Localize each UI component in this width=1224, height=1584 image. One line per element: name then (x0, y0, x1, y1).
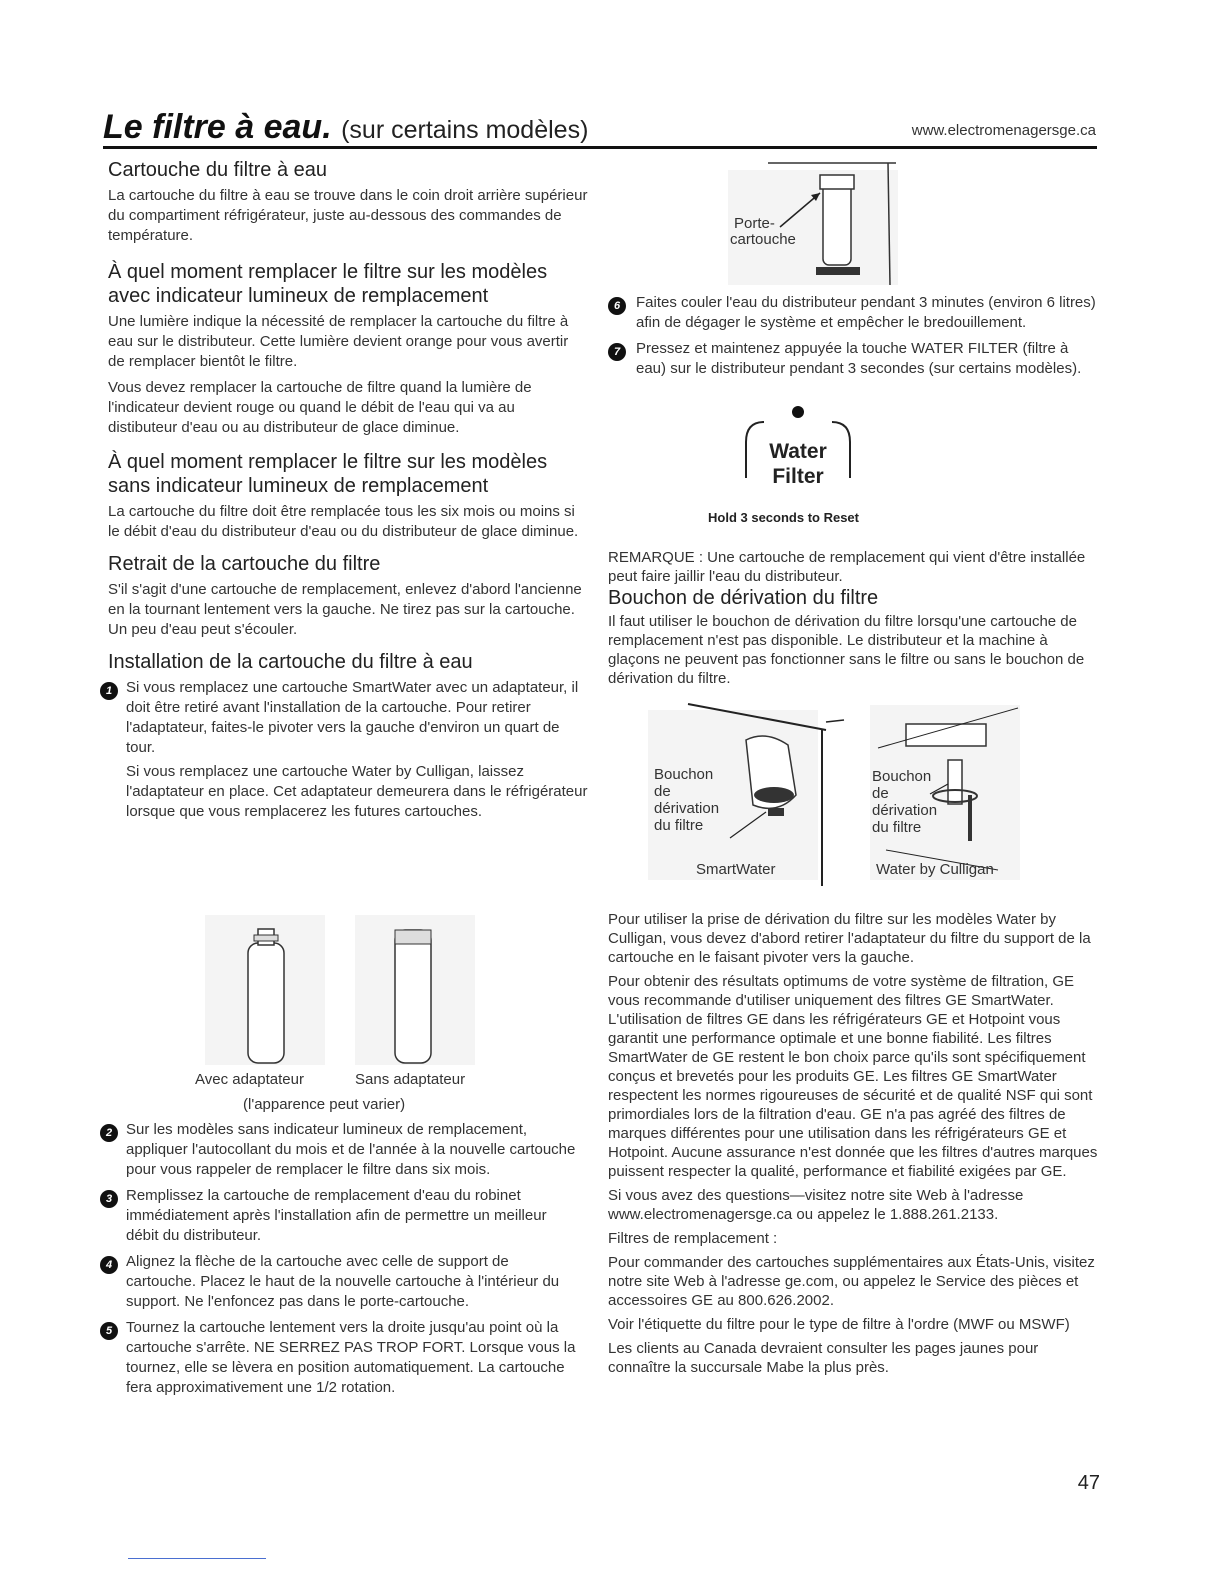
page-title (103, 108, 588, 147)
section-text-without-light: La cartouche du filtre doit être remplacée tous les six mois ou moins si le débit d'eau du distributeur d'eau ou du distributeur de glace diminue. (108, 503, 579, 540)
culligan-caption: Water by Culligan (876, 861, 994, 878)
culligan-bypass-label-4: du filtre (872, 819, 922, 836)
right-steps (608, 293, 1098, 385)
footer-line (128, 1558, 266, 1559)
step-number-badge: 3 (100, 1190, 118, 1208)
step-1-text-b: Si vous remplacez une cartouche Water by Culligan, laissez l'adaptateur en place. Cet adaptateur demeurera dans le réfrigérateur lorsque que vous remplacerez les futures cartouches. (126, 763, 588, 820)
water-filter-label-1: Water (769, 440, 827, 463)
remarque-text: REMARQUE : Une cartouche de remplacement qui vient d'être installée peut faire jaillir l'eau du distributeur. (608, 549, 1086, 585)
holder-figure (728, 155, 908, 290)
contact-info: Si vous avez des questions—visitez notre site Web à l'adresse www.electromenagersge.ca ou appelez le 1.888.261.2133. (608, 1187, 1024, 1223)
header-rule (103, 146, 1097, 149)
page-number: 47 (1077, 1472, 1100, 1494)
step-number-badge: 6 (608, 297, 626, 315)
step-2 (105, 1120, 578, 1180)
step-4-text: Alignez la flèche de la cartouche avec celle de support de cartouche. Placez le haut de la nouvelle cartouche à l'intérieur du support. Ne l'enfoncez pas dans le porte-cartouche. (126, 1253, 560, 1310)
step-1-text-a: Si vous remplacez une cartouche SmartWater avec un adaptateur, il doit être retiré avant l'installation de la cartouche. Pour retirer l'adaptateur, faites-le pivoter vers la gauche d'environ un quart de tour. (126, 679, 579, 756)
section-title-installation: Installation de la cartouche du filtre à eau (108, 651, 473, 673)
bypass-text: Il faut utiliser le bouchon de dérivation du filtre lorsqu'une cartouche de remplacement n'est pas disponible. Le distributeur et la machine à glaçons ne peuvent pas fonctionner sans le filtre ou sans le bouchon de dérivation du filtre. (608, 613, 1085, 687)
step-4 (105, 1252, 578, 1312)
section-title-when-without-light: À quel moment remplacer le filtre sur les modèles sans indicateur lumineux de remplacement (108, 451, 548, 497)
step-number-badge: 5 (100, 1322, 118, 1340)
step-7 (608, 339, 1098, 379)
smartwater-bypass-label-4: du filtre (654, 817, 704, 834)
title-subtitle: (sur certains modèles) (341, 116, 589, 144)
bypass-figure (648, 700, 1028, 890)
step-number-badge: 2 (100, 1124, 118, 1142)
smartwater-bypass-label-2: de (654, 783, 671, 800)
replacement-filters-label: Filtres de remplacement : (608, 1230, 778, 1247)
caption-with-adapter: Avec adaptateur (195, 1071, 304, 1088)
smartwater-caption: SmartWater (696, 861, 776, 878)
cartridges-figure (195, 915, 495, 1115)
section-text-cartridge: La cartouche du filtre à eau se trouve dans le coin droit arrière supérieur du compartiment réfrigérateur, juste au-dessous des commandes de température. (108, 187, 588, 244)
hold-reset-text: Hold 3 seconds to Reset (708, 510, 859, 525)
culligan-bypass-label-3: dérivation (872, 802, 938, 819)
step-number-badge: 4 (100, 1256, 118, 1274)
step-6-text: Faites couler l'eau du distributeur pendant 3 minutes (environ 6 litres) afin de dégager le système et empêcher le bredouillement. (636, 294, 1096, 331)
left-steps-lower (105, 1120, 578, 1404)
step-2-text: Sur les modèles sans indicateur lumineux de remplacement, appliquer l'autocollant du mois et de l'année à la nouvelle cartouche pour vous rappeler de remplacer le filtre dans six mois. (126, 1121, 576, 1178)
canada-note: Les clients au Canada devraient consulter les pages jaunes pour connaître la succursale Mabe la plus près. (608, 1340, 1039, 1376)
section-text-removal: S'il s'agit d'une cartouche de remplacement, enlevez d'abord l'ancienne en la tournant lentement vers la gauche. Ne tirez pas sur la cartouche. Un peu d'eau peut s'écouler. (108, 581, 582, 638)
section-title-removal: Retrait de la cartouche du filtre (108, 553, 381, 575)
step-number-badge: 1 (100, 682, 118, 700)
water-filter-label-2: Filter (772, 465, 824, 488)
left-column (105, 158, 588, 828)
caption-without-adapter: Sans adaptateur (355, 1071, 466, 1088)
step-5 (105, 1318, 578, 1398)
step-number-badge: 7 (608, 343, 626, 361)
title-main: Le filtre à eau. (103, 108, 332, 146)
step-3 (105, 1186, 578, 1246)
right-bypass-section (608, 548, 1098, 693)
order-instructions: Pour commander des cartouches supplémentaires aux États-Unis, visitez notre site Web à l'adresse ge.com, ou appelez le Service des pièces et accessoires GE au 800.626.2002. (608, 1254, 1095, 1309)
section-title-cartridge: Cartouche du filtre à eau (108, 159, 328, 181)
water-filter-reset-figure (708, 402, 892, 532)
ge-recommendation: Pour obtenir des résultats optimums de votre système de filtration, GE vous recommande d'utiliser uniquement des filtres GE SmartWater. L'utilisation de filtres GE dans les réfrigérateurs GE et Hotpoint vous garantit une performance optimale et une bonne fiabilité. Les filtres SmartWater de GE restent le bon choix parce qu'ils sont spécifiquement conçus et brevetés pour les produits GE. Les filtres GE SmartWater respectent les normes rigoureuses de sécurité et de qualité NSF qui sont primordiales lors de la filtration d'eau. GE n'a pas agréé des filtres de marques différentes pour une utilisation dans les réfrigérateurs GE et Hotpoint. Aucune assurance n'est donnée que les filtres d'autres marques puissent respecter la qualité, performance et fiabilité exigées par GE. (608, 973, 1098, 1180)
section-text-light-2: Vous devez remplacer la cartouche de filtre quand la lumière de l'indicateur devient rouge ou quand le débit de l'eau qui va au distibuteur d'eau ou au distributeur de glace diminue. (108, 379, 532, 436)
smartwater-bypass-label-3: dérivation (654, 800, 720, 817)
smartwater-bypass-label-1: Bouchon (654, 766, 714, 783)
section-text-light-1: Une lumière indique la nécessité de remplacer la cartouche du filtre à eau sur le distributeur. Cette lumière devient orange pour vous avertir de remplacer bientôt le filtre. (108, 313, 569, 370)
caption-appearance-note: (l'apparence peut varier) (243, 1096, 406, 1113)
right-lower-text (608, 910, 1098, 1382)
holder-label-2: cartouche (730, 231, 796, 248)
step-1 (105, 678, 588, 822)
step-7-text: Pressez et maintenez appuyée la touche WATER FILTER (filtre à eau) sur le distributeur pendant 3 secondes (sur certains modèles). (636, 340, 1082, 377)
step-6 (608, 293, 1098, 333)
culligan-bypass-label-1: Bouchon (872, 768, 932, 785)
holder-label-1: Porte- (734, 215, 775, 232)
header-url[interactable]: www.electromenagersge.ca (911, 122, 1096, 139)
section-title-bypass: Bouchon de dérivation du filtre (608, 587, 879, 609)
culligan-bypass-label-2: de (872, 785, 889, 802)
section-title-when-with-light: À quel moment remplacer le filtre sur les modèles avec indicateur lumineux de remplacement (108, 261, 548, 307)
culligan-instruction: Pour utiliser la prise de dérivation du filtre sur les modèles Water by Culligan, vous devez d'abord retirer l'adaptateur du filtre du support de la cartouche en le faisant pivoter vers la gauche. (608, 911, 1091, 966)
step-3-text: Remplissez la cartouche de remplacement d'eau du robinet immédiatement après l'installation afin de permettre un meilleur débit du distributeur. (126, 1187, 547, 1244)
filter-type-note: Voir l'étiquette du filtre pour le type de filtre à l'ordre (MWF ou MSWF) (608, 1316, 1070, 1333)
cartridges-illustration (195, 915, 495, 1075)
step-5-text: Tournez la cartouche lentement vers la droite jusqu'au point où la cartouche s'arrête. NE SERREZ PAS TROP FORT. Lorsque vous la tournez, elle se lèvera en position automatiquement. La cartouche fera approximativement une 1/2 rotation. (126, 1319, 576, 1396)
